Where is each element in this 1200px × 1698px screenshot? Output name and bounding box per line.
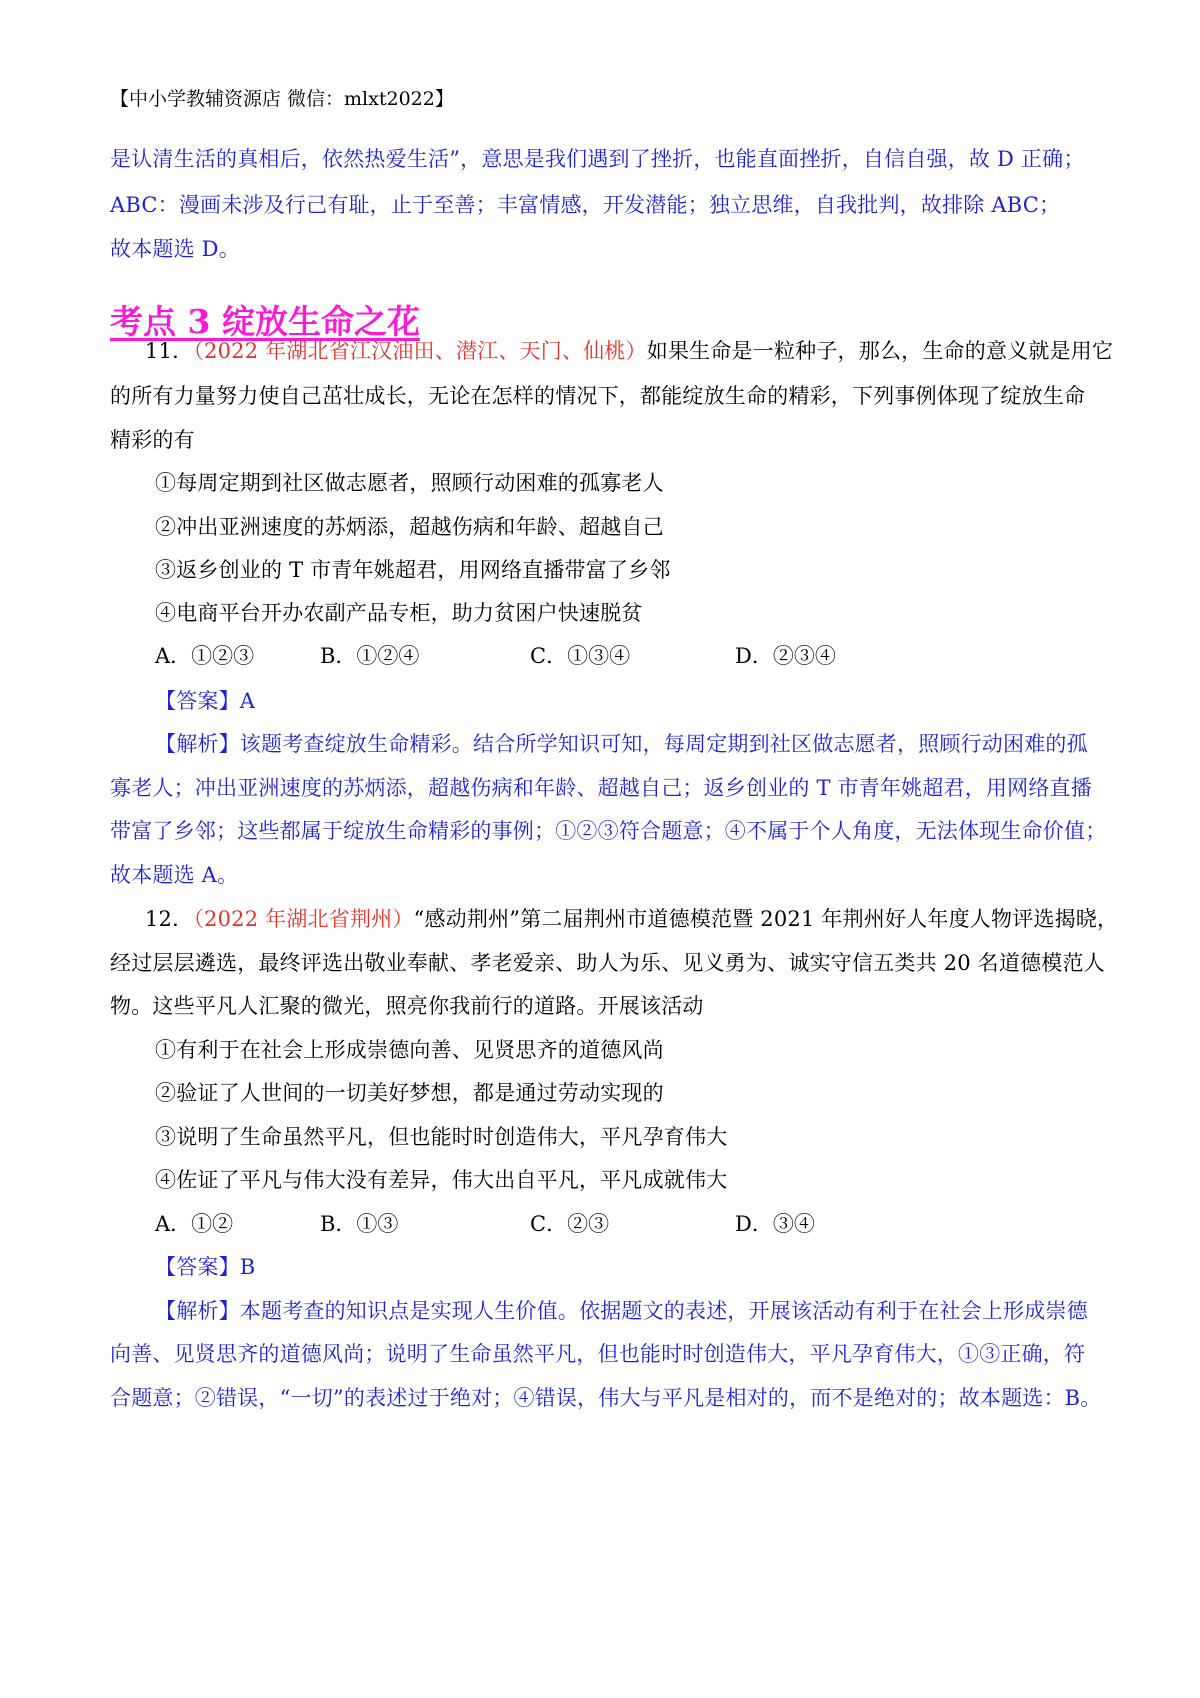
prev-analysis-line-2: ABC：漫画未涉及行己有耻，止于至善；丰富情感，开发潜能；独立思维，自我批判，故排除 ABC；	[110, 193, 1061, 217]
q11-answer: 【答案】A	[155, 689, 256, 713]
q12-item-3: ③说明了生命虽然平凡，但也能时时创造伟大，平凡孕育伟大	[155, 1125, 728, 1149]
q12-analysis-line-2: 向善、见贤思齐的道德风尚；说明了生命虽然平凡，但也能时时创造伟大，平凡孕育伟大，①③正确，符	[110, 1342, 1086, 1366]
q12-item-4: ④佐证了平凡与伟大没有差异，伟大出自平凡，平凡成就伟大	[155, 1168, 728, 1192]
q11-analysis-line-2: 寡老人；冲出亚洲速度的苏炳添，超越伤病和年龄、超越自己；返乡创业的 T 市青年姚超君，用网络直播	[110, 776, 1092, 800]
q11-option-c: C．①③④	[530, 644, 631, 668]
q11-item-4: ④电商平台开办农副产品专柜，助力贫困户快速脱贫	[155, 601, 643, 625]
q12-options	[155, 1208, 965, 1238]
q11-number: 11．	[145, 339, 194, 363]
q12-item-2: ②验证了人世间的一切美好梦想，都是通过劳动实现的	[155, 1081, 664, 1105]
q12-stem-text: “感动荆州”第二届荆州市道德模范暨 2021 年荆州好人年度人物评选揭晓，	[413, 907, 1119, 931]
section-title: 考点 3 绽放生命之花	[110, 302, 420, 341]
q11-stem-text: 如果生命是一粒种子，那么，生命的意义就是用它	[646, 339, 1114, 363]
q12-stem-line-2: 经过层层遴选，最终评选出敬业奉献、孝老爱亲、助人为乐、见义勇为、诚实守信五类共 20 名道德模范人	[110, 951, 1105, 975]
q11-stem-line-3: 精彩的有	[110, 428, 195, 452]
q11-analysis-line-4: 故本题选 A。	[110, 863, 239, 887]
q12-option-b: B．①③	[320, 1212, 399, 1236]
prev-analysis-line-3: 故本题选 D。	[110, 237, 240, 261]
q11-stem-line-2: 的所有力量努力使自己茁壮成长，无论在怎样的情况下，都能绽放生命的精彩，下列事例体现了绽放生命	[110, 384, 1086, 408]
page-header: 【中小学教辅资源店 微信：mlxt2022】	[110, 88, 454, 110]
q12-answer: 【答案】B	[155, 1255, 256, 1279]
q11-item-1: ①每周定期到社区做志愿者，照顾行动困难的孤寡老人	[155, 471, 664, 495]
q12-stem-line-1	[145, 903, 1118, 933]
q12-option-c: C．②③	[530, 1212, 610, 1236]
q12-option-a: A．①②	[155, 1212, 234, 1236]
q11-stem-line-1	[145, 335, 1113, 365]
q12-number: 12．	[145, 907, 194, 931]
q11-options	[155, 640, 965, 670]
q11-source: （2022 年湖北省江汉油田、潜江、天门、仙桃）	[193, 339, 647, 363]
q12-item-1: ①有利于在社会上形成崇德向善、见贤思齐的道德风尚	[155, 1038, 664, 1062]
q11-item-3: ③返乡创业的 T 市青年姚超君，用网络直播带富了乡邻	[155, 558, 671, 582]
q12-source: （2022 年湖北省荆州）	[193, 907, 414, 931]
prev-analysis-line-1: 是认清生活的真相后，依然热爱生活”，意思是我们遇到了挫折，也能直面挫折，自信自强，故 D 正确；	[110, 147, 1085, 171]
q12-analysis-line-1: 【解析】本题考查的知识点是实现人生价值。依据题文的表述，开展该活动有利于在社会上形成崇德	[155, 1299, 1088, 1323]
q12-stem-line-3: 物。这些平凡人汇聚的微光，照亮你我前行的道路。开展该活动	[110, 994, 704, 1018]
q11-option-a: A．①②③	[155, 644, 255, 668]
q12-option-d: D．③④	[735, 1212, 815, 1236]
q11-analysis-line-3: 带富了乡邻；这些都属于绽放生命精彩的事例；①②③符合题意；④不属于个人角度，无法体现生命价值；	[110, 819, 1107, 843]
q11-item-2: ②冲出亚洲速度的苏炳添，超越伤病和年龄、超越自己	[155, 515, 664, 539]
q11-analysis-line-1: 【解析】该题考查绽放生命精彩。结合所学知识可知，每周定期到社区做志愿者，照顾行动困难的孤	[155, 732, 1088, 756]
q11-option-b: B．①②④	[320, 644, 420, 668]
q11-option-d: D．②③④	[735, 644, 836, 668]
q12-analysis-line-3: 合题意；②错误，“一切”的表述过于绝对；④错误，伟大与平凡是相对的，而不是绝对的；故本题选：B。	[110, 1386, 1102, 1410]
